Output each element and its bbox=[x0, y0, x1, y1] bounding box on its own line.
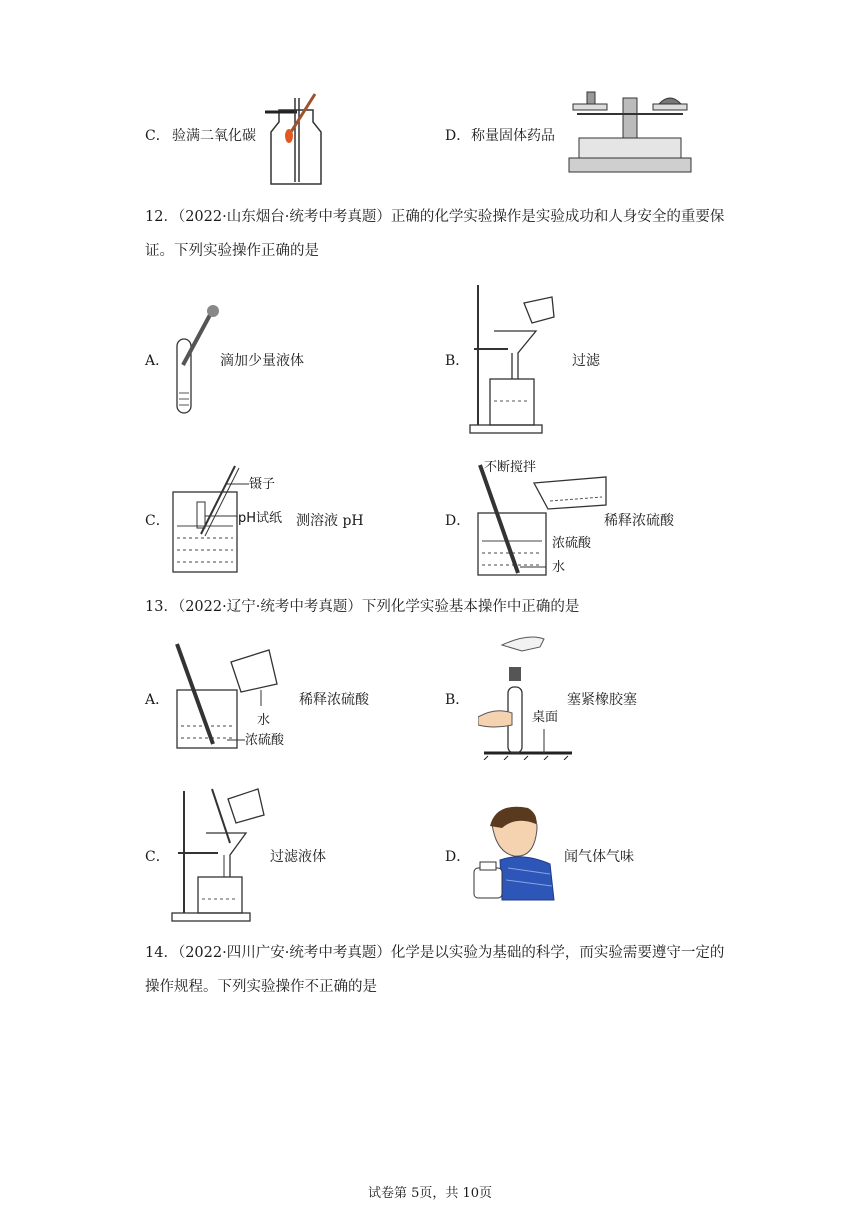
option-caption: 过滤液体 bbox=[270, 849, 326, 865]
option-caption: 塞紧橡胶塞 bbox=[567, 692, 637, 708]
option-caption: 测溶液 pH bbox=[296, 513, 364, 529]
option-letter: C． bbox=[145, 849, 170, 865]
option-caption: 称量固体药品 bbox=[471, 128, 555, 144]
option-letter: C． bbox=[145, 513, 170, 529]
option-letter: C． bbox=[145, 128, 170, 144]
question-stem: 13．（2022·辽宁·统考中考真题）下列化学实验基本操作中正确的是 bbox=[145, 599, 580, 615]
option-caption: 稀释浓硫酸 bbox=[299, 692, 369, 708]
figure-label: 水 bbox=[257, 713, 271, 728]
co2-full-test-figure bbox=[265, 92, 325, 188]
option-letter: B． bbox=[445, 353, 470, 369]
figure-label: 水 bbox=[552, 560, 566, 575]
option-caption: 过滤 bbox=[572, 353, 600, 369]
dilute-acid-figure bbox=[468, 455, 608, 579]
question-stem: 14．（2022·四川广安·统考中考真题）化学是以实验为基础的科学，而实验需要遵守一定的操作规程。下列实验操作不正确的是 bbox=[145, 945, 725, 995]
option-caption: 闻气体气味 bbox=[564, 849, 634, 865]
option-letter: D． bbox=[445, 513, 471, 529]
rubber-stopper-figure bbox=[478, 625, 578, 760]
ph-test-figure bbox=[165, 462, 293, 574]
dilute-acid-figure bbox=[165, 640, 300, 752]
figure-label: 浓硫酸 bbox=[245, 733, 285, 748]
option-letter: A． bbox=[145, 353, 170, 369]
option-caption: 滴加少量液体 bbox=[220, 353, 304, 369]
question-stem: 12．（2022·山东烟台·统考中考真题）正确的化学实验操作是实验成功和人身安全的重要保证。下列实验操作正确的是 bbox=[145, 209, 725, 259]
page-footer: 试卷第 5页，共 10页 bbox=[367, 1186, 493, 1201]
option-caption: 稀释浓硫酸 bbox=[604, 513, 674, 529]
option-letter: D． bbox=[445, 128, 471, 144]
dropper-figure bbox=[165, 303, 225, 415]
option-letter: B． bbox=[445, 692, 470, 708]
figure-label: 镊子 bbox=[249, 477, 276, 492]
figure-label: 浓硫酸 bbox=[552, 536, 592, 551]
figure-label: pH试纸 bbox=[238, 511, 283, 526]
option-letter: A． bbox=[145, 692, 170, 708]
figure-label: 不断搅拌 bbox=[484, 460, 537, 475]
balance-weighing-figure bbox=[565, 88, 695, 174]
option-letter: D． bbox=[445, 849, 471, 865]
smell-gas-figure bbox=[472, 802, 558, 902]
filtration-figure bbox=[468, 283, 558, 435]
option-caption: 验满二氧化碳 bbox=[172, 128, 256, 144]
filtration-figure bbox=[170, 787, 270, 923]
figure-label: 桌面 bbox=[532, 710, 559, 725]
